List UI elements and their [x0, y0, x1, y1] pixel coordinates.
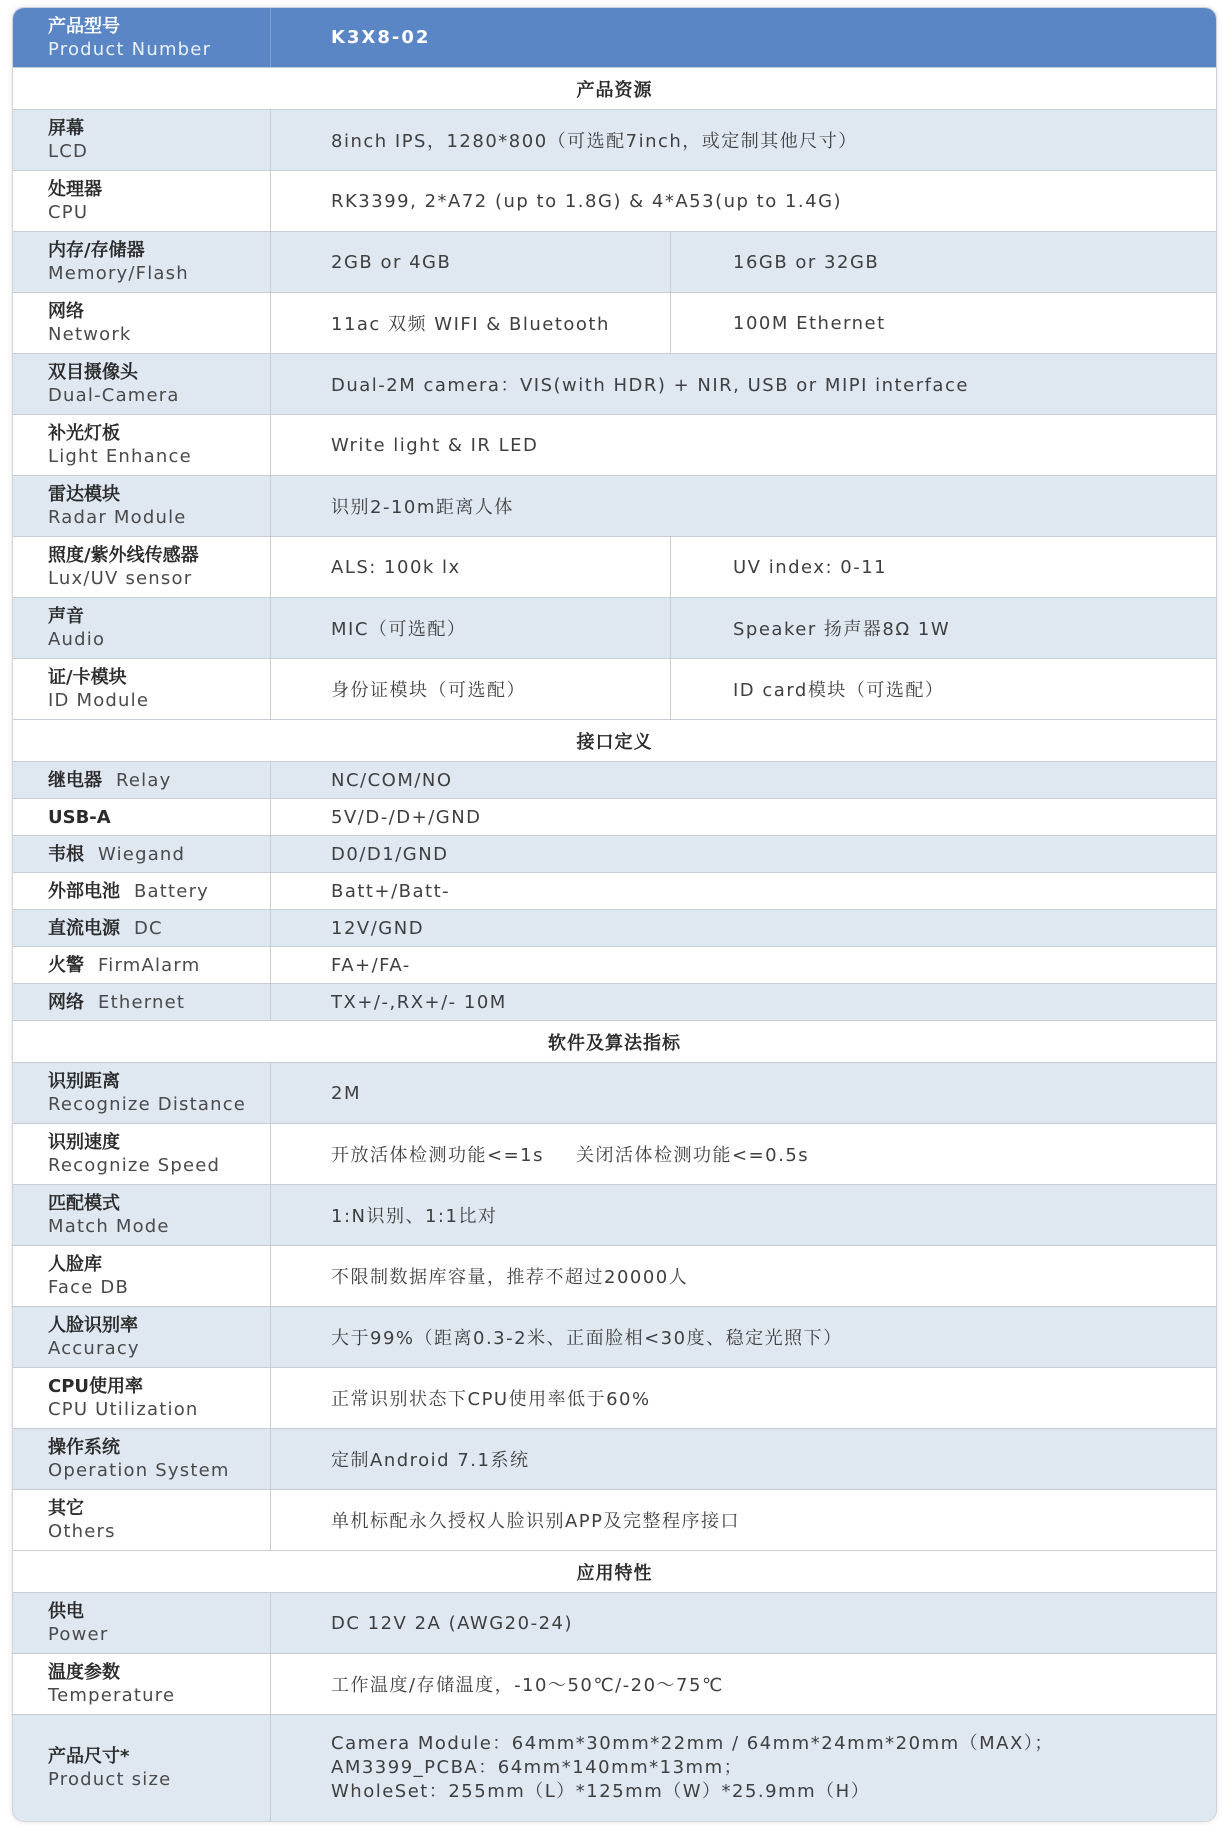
header-label	[13, 8, 271, 67]
label-zh: 识别速度	[48, 1132, 120, 1153]
row-value: Batt+/Batt-	[331, 880, 451, 902]
row-value	[271, 1715, 1216, 1821]
row-label	[13, 232, 271, 292]
row-value: Dual-2M camera：VIS(with HDR) + NIR, USB or MIPI interface	[331, 375, 969, 396]
row-value	[271, 598, 1216, 658]
label-en: Memory/Flash	[48, 263, 189, 284]
label-en: Battery	[134, 880, 210, 902]
section-title-application: 应用特性	[13, 1550, 1216, 1592]
label-zh: 外部电池	[48, 880, 120, 902]
row-value	[271, 659, 1216, 719]
spec-row-match-mode	[13, 1184, 1216, 1245]
size-line: WholeSet：255mm（L）*125mm（W）*25.9mm（H）	[331, 1781, 871, 1802]
label-en: LCD	[48, 141, 89, 162]
spec-row-product-size	[13, 1714, 1216, 1821]
row-value: 12V/GND	[331, 917, 425, 939]
label-en: Network	[48, 324, 132, 345]
label-en: ID Module	[48, 690, 150, 711]
label-zh: 双目摄像头	[48, 362, 138, 383]
row-label	[13, 799, 271, 835]
value-cell-1: ALS: 100k lx	[271, 537, 671, 597]
label-en: DC	[134, 917, 163, 939]
value-cell-2: ID card模块（可选配）	[733, 680, 945, 701]
value-cell-2: 16GB or 32GB	[733, 251, 880, 273]
row-value: 1:N识别、1:1比对	[331, 1206, 498, 1227]
label-zh: USB-A	[48, 806, 111, 828]
row-value: 大于99%（距离0.3-2米、正面脸相<30度、稳定光照下）	[331, 1328, 843, 1349]
row-label	[13, 537, 271, 597]
section-title-resources: 产品资源	[13, 67, 1216, 109]
spec-row-temperature	[13, 1653, 1216, 1714]
row-value: 8inch IPS，1280*800（可选配7inch，或定制其他尺寸）	[331, 131, 858, 152]
label-en: FirmAlarm	[98, 954, 201, 976]
spec-row-fire-alarm	[13, 946, 1216, 983]
value-cell-1: 2GB or 4GB	[271, 232, 671, 292]
spec-sheet	[12, 7, 1217, 1822]
row-value: 识别2-10m距离人体	[331, 497, 514, 518]
label-zh: 补光灯板	[48, 423, 120, 444]
label-zh: 火警	[48, 954, 84, 976]
label-en: Recognize Distance	[48, 1094, 247, 1115]
label-en: Power	[48, 1624, 109, 1645]
value-cell-2: UV index: 0-11	[733, 556, 888, 578]
row-value: 正常识别状态下CPU使用率低于60%	[331, 1389, 651, 1410]
label-en: Light Enhance	[48, 446, 192, 467]
size-line: AM3399_PCBA：64mm*140mm*13mm；	[331, 1757, 744, 1778]
label-zh: 网络	[48, 991, 84, 1013]
row-value: 定制Android 7.1系统	[331, 1450, 530, 1471]
label-en: Temperature	[48, 1685, 176, 1706]
value-part-1: 开放活体检测功能<=1s	[331, 1145, 544, 1166]
spec-row-radar	[13, 475, 1216, 536]
row-value	[271, 1124, 1216, 1184]
label-zh: 操作系统	[48, 1437, 120, 1458]
label-zh: 声音	[48, 606, 84, 627]
row-label	[13, 415, 271, 475]
spec-row-battery	[13, 872, 1216, 909]
label-en: Recognize Speed	[48, 1155, 221, 1176]
row-label	[13, 1654, 271, 1714]
row-value	[271, 293, 1216, 353]
row-label	[13, 598, 271, 658]
label-zh: 供电	[48, 1601, 84, 1622]
label-en: Product size	[48, 1769, 172, 1790]
row-label	[13, 354, 271, 414]
row-label	[13, 110, 271, 170]
size-line: Camera Module：64mm*30mm*22mm / 64mm*24mm*20mm（MAX）；	[331, 1733, 1054, 1754]
label-zh: 识别距离	[48, 1071, 120, 1092]
label-en: Match Mode	[48, 1216, 170, 1237]
row-value: FA+/FA-	[331, 954, 411, 976]
row-value: Write light & IR LED	[331, 434, 539, 456]
label-en: Dual-Camera	[48, 385, 180, 406]
label-zh: 内存/存储器	[48, 240, 145, 261]
row-value: 2M	[331, 1082, 361, 1104]
section-title-software: 软件及算法指标	[13, 1020, 1216, 1062]
product-number-value: K3X8-02	[331, 27, 431, 48]
label-en: Face DB	[48, 1277, 130, 1298]
spec-row-recognize-speed	[13, 1123, 1216, 1184]
spec-row-network	[13, 292, 1216, 353]
section-title-interfaces: 接口定义	[13, 719, 1216, 761]
label-en: Audio	[48, 629, 106, 650]
spec-row-face-db	[13, 1245, 1216, 1306]
label-zh: 直流电源	[48, 917, 120, 939]
row-value: TX+/-,RX+/- 10M	[331, 991, 507, 1013]
spec-row-cpu	[13, 170, 1216, 231]
row-label	[13, 836, 271, 872]
row-value: 工作温度/存储温度，-10～50℃/-20～75℃	[331, 1675, 724, 1696]
spec-row-wiegand	[13, 835, 1216, 872]
value-cell-1: MIC（可选配）	[271, 598, 671, 658]
row-label	[13, 1429, 271, 1489]
row-label	[13, 947, 271, 983]
spec-row-ethernet	[13, 983, 1216, 1020]
spec-row-recognize-distance	[13, 1062, 1216, 1123]
row-label	[13, 293, 271, 353]
spec-row-accuracy	[13, 1306, 1216, 1367]
label-en: Operation System	[48, 1460, 230, 1481]
label-zh: 网络	[48, 301, 84, 322]
value-part-2: 关闭活体检测功能<=0.5s	[576, 1145, 810, 1166]
value-cell-1: 身份证模块（可选配）	[271, 659, 671, 719]
label-zh: 处理器	[48, 179, 102, 200]
row-value: 不限制数据库容量，推荐不超过20000人	[331, 1267, 689, 1288]
row-label	[13, 1715, 271, 1821]
label-zh: 继电器	[48, 769, 102, 791]
spec-row-operation-system	[13, 1428, 1216, 1489]
spec-row-id-module	[13, 658, 1216, 719]
label-en: Lux/UV sensor	[48, 568, 193, 589]
label-zh: 人脸库	[48, 1254, 102, 1275]
spec-row-dual-camera	[13, 353, 1216, 414]
row-value	[271, 537, 1216, 597]
row-label	[13, 1307, 271, 1367]
row-value: NC/COM/NO	[331, 769, 453, 791]
row-value: 单机标配永久授权人脸识别APP及完整程序接口	[331, 1511, 741, 1532]
row-label	[13, 1368, 271, 1428]
label-zh: 雷达模块	[48, 484, 120, 505]
label-zh: 其它	[48, 1498, 84, 1519]
spec-row-audio	[13, 597, 1216, 658]
spec-row-lcd	[13, 109, 1216, 170]
row-label	[13, 873, 271, 909]
label-zh: 证/卡模块	[48, 667, 127, 688]
spec-row-light	[13, 414, 1216, 475]
spec-row-cpu-utilization	[13, 1367, 1216, 1428]
row-value: DC 12V 2A (AWG20-24)	[331, 1612, 574, 1634]
label-zh: 温度参数	[48, 1662, 120, 1683]
label-en: Accuracy	[48, 1338, 140, 1359]
row-label	[13, 1246, 271, 1306]
spec-row-usb-a	[13, 798, 1216, 835]
row-label	[13, 476, 271, 536]
row-value	[271, 232, 1216, 292]
row-label	[13, 171, 271, 231]
label-zh: 人脸识别率	[48, 1315, 138, 1336]
row-label	[13, 984, 271, 1020]
row-label	[13, 1185, 271, 1245]
row-value: D0/D1/GND	[331, 843, 449, 865]
value-cell-2: Speaker 扬声器8Ω 1W	[733, 619, 951, 640]
label-en: Ethernet	[98, 991, 186, 1013]
value-cell-1: 11ac 双频 WIFI & Bluetooth	[271, 293, 671, 353]
label-en: Product Number	[48, 38, 212, 60]
row-label	[13, 659, 271, 719]
label-en: Wiegand	[98, 843, 186, 865]
label-zh: 韦根	[48, 843, 84, 865]
label-zh: 屏幕	[48, 118, 84, 139]
spec-row-lux-uv	[13, 536, 1216, 597]
spec-row-dc	[13, 909, 1216, 946]
label-en: Radar Module	[48, 507, 187, 528]
row-label	[13, 1063, 271, 1123]
label-zh: 匹配模式	[48, 1193, 120, 1214]
row-value: 5V/D-/D+/GND	[331, 806, 482, 828]
row-label	[13, 910, 271, 946]
label-zh: 照度/紫外线传感器	[48, 545, 199, 566]
row-label	[13, 762, 271, 798]
spec-row-memory	[13, 231, 1216, 292]
spec-row-relay	[13, 761, 1216, 798]
label-zh: 产品尺寸*	[48, 1746, 130, 1767]
label-en: CPU Utilization	[48, 1399, 199, 1420]
spec-row-power	[13, 1592, 1216, 1653]
label-en: Others	[48, 1521, 116, 1542]
row-label	[13, 1490, 271, 1550]
header-row	[13, 8, 1216, 67]
label-en: Relay	[116, 769, 172, 791]
value-cell-2: 100M Ethernet	[733, 312, 886, 334]
spec-row-others	[13, 1489, 1216, 1550]
label-zh: CPU使用率	[48, 1376, 144, 1397]
row-label	[13, 1593, 271, 1653]
label-en: CPU	[48, 202, 89, 223]
row-label	[13, 1124, 271, 1184]
label-zh: 产品型号	[48, 15, 120, 37]
row-value: RK3399, 2*A72 (up to 1.8G) & 4*A53(up to 1.4G)	[331, 190, 843, 212]
